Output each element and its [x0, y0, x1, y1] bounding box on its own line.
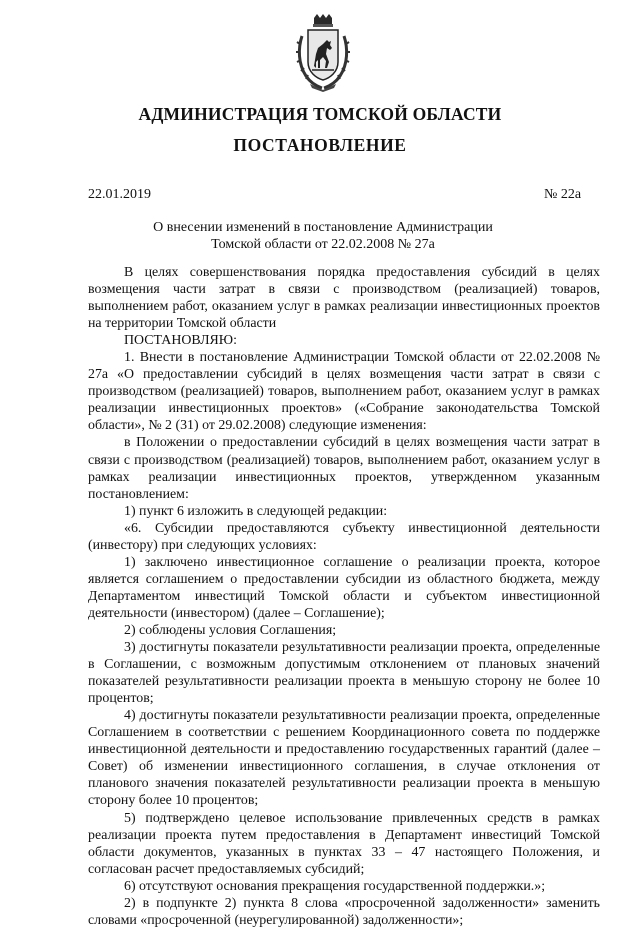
- document-body: [88, 264, 600, 929]
- resolution-keyword: ПОСТАНОВЛЯЮ:: [124, 333, 237, 349]
- condition-4-paragraph: 4) достигнуты показатели результативности реализации проекта, определенные Соглашением в соответствии с решением Координационного совета по поддержке инвестиционной деятельности и предоставлению государственных гарантий (далее – Совет) об изменении инвестиционного соглашения, в случае отклонения от планового значения показателей результативности реализации проекта в меньшую сторону более 10 процентов;: [88, 708, 600, 809]
- document-date: 22.01.2019: [88, 187, 151, 202]
- document-number: № 22а: [544, 187, 582, 202]
- item-2-paragraph: 2) в подпункте 2) пункта 8 слова «просроченной задолженности» заменить словами «просроченной (неурегулированной) задолженности»;: [88, 895, 600, 928]
- subject-line-2: Томской области от 22.02.2008 № 27а: [211, 237, 435, 252]
- subject-line-1: О внесении изменений в постановление Администрации: [153, 220, 493, 235]
- regulation-paragraph: в Положении о предоставлении субсидий в целях возмещения части затрат в связи с производством (реализацией) товаров, выполнением работ, оказанием услуг в рамках реализации инвестиционных проектов, утвержденном указанным постановлением:: [88, 435, 600, 502]
- condition-1-paragraph: 1) заключено инвестиционное соглашение о реализации проекта, которое является соглашением о предоставлении субсидии из областного бюджета, между Департаментом инвестиций Томской области и субъектом инвестиционной деятельности (инвестором) (далее – Соглашение);: [88, 554, 600, 621]
- item-1-paragraph: 1) пункт 6 изложить в следующей редакции:: [124, 503, 388, 519]
- clause-1-paragraph: 1. Внести в постановление Администрации Томской области от 22.02.2008 № 27а «О предоставлении субсидий в целях возмещения части затрат в связи с производством (реализацией) товаров, выполнением работ, оказанием услуг в рамках реализации инвестиционных проектов» («Собрание законодательства Томской области», № 2 (31) от 29.02.2008) следующие изменения:: [88, 350, 600, 434]
- condition-2-paragraph: 2) соблюдены условия Соглашения;: [124, 622, 337, 638]
- condition-6-paragraph: 6) отсутствуют основания прекращения государственной поддержки.»;: [124, 878, 546, 894]
- organization-title: АДМИНИСТРАЦИЯ ТОМСКОЙ ОБЛАСТИ: [138, 104, 502, 124]
- condition-3-paragraph: 3) достигнуты показатели результативности реализации проекта, определенные в Соглашении, с возможным допустимым отклонением от плановых значений показателей результативности реализации проекта в меньшую сторону не более 10 процентов;: [88, 640, 600, 707]
- document-subject: [150, 219, 496, 253]
- preamble-paragraph: В целях совершенствования порядка предоставления субсидий в целях возмещения части затрат в связи с производством (реализацией) товаров, выполнением работ, оказанием услуг в рамках реализации инвестиционных проектов на территории Томской области: [88, 265, 600, 332]
- point-6-paragraph: «6. Субсидии предоставляются субъекту инвестиционной деятельности (инвестору) при следующих условиях:: [88, 520, 600, 553]
- tomsk-coat-of-arms-icon: [296, 14, 350, 92]
- document-type-heading: ПОСТАНОВЛЕНИЕ: [233, 135, 407, 155]
- condition-5-paragraph: 5) подтверждено целевое использование привлеченных средств в рамках реализации проекта путем предоставления в Департамент инвестиций Томской области документов, указанных в пунктах 33 – 47 настоящего Положения, и согласован расчет предоставляемых субсидий;: [88, 810, 600, 877]
